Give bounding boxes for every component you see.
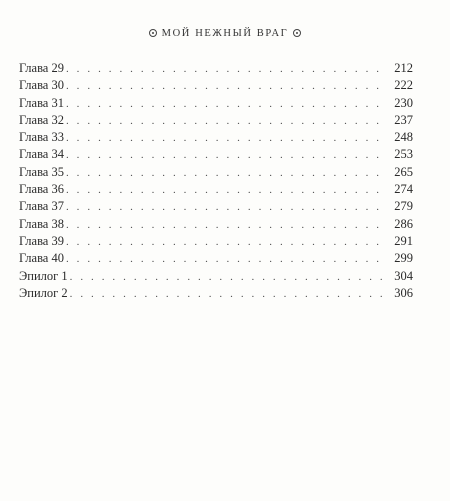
dot-leader	[66, 251, 387, 268]
toc-entry-title: Глава 33	[19, 130, 64, 145]
ornament-icon	[293, 29, 301, 37]
toc-entry[interactable]	[19, 285, 413, 302]
toc-entry-title: Глава 34	[19, 147, 64, 162]
toc-entry-page: 306	[394, 285, 413, 300]
toc-entry[interactable]	[19, 198, 413, 215]
running-header	[0, 27, 450, 41]
toc-entry-page: 286	[394, 216, 413, 231]
toc-entry[interactable]	[19, 164, 413, 181]
toc-entry[interactable]	[19, 233, 413, 250]
dot-leader	[66, 61, 387, 78]
toc-entry-title: Глава 38	[19, 216, 64, 231]
toc-entry[interactable]	[19, 129, 413, 146]
dot-leader	[66, 147, 387, 164]
toc-entry-title: Эпилог 1	[19, 268, 68, 283]
dot-leader	[66, 165, 387, 182]
dot-leader	[66, 234, 387, 251]
toc-entry-page: 304	[394, 268, 413, 283]
toc-entry[interactable]	[19, 250, 413, 267]
toc-entry-title: Глава 40	[19, 251, 64, 266]
toc-entry-page: 299	[394, 251, 413, 266]
book-title: МОЙ НЕЖНЫЙ ВРАГ	[161, 28, 289, 39]
toc-entry-page: 279	[394, 199, 413, 214]
toc-entry[interactable]	[19, 95, 413, 112]
toc-entry-page: 274	[394, 182, 413, 197]
toc-entry[interactable]	[19, 216, 413, 233]
toc-entry-page: 230	[394, 95, 413, 110]
dot-leader	[66, 78, 387, 95]
dot-leader	[66, 182, 387, 199]
toc-entry-title: Глава 29	[19, 61, 64, 75]
toc-entry[interactable]	[19, 112, 413, 129]
toc-entry[interactable]	[19, 60, 413, 77]
toc-entry-page: 222	[394, 78, 413, 93]
dot-leader	[66, 130, 387, 147]
toc-entry-page: 212	[394, 61, 413, 75]
toc-entry-title: Глава 39	[19, 233, 64, 248]
table-of-contents	[19, 60, 413, 302]
dot-leader	[70, 269, 387, 286]
dot-leader	[66, 199, 387, 216]
toc-entry-title: Глава 35	[19, 164, 64, 179]
toc-entry-page: 253	[394, 147, 413, 162]
toc-entry[interactable]	[19, 146, 413, 163]
dot-leader	[66, 113, 387, 130]
toc-entry-page: 248	[394, 130, 413, 145]
toc-entry-title: Глава 32	[19, 112, 64, 127]
toc-entry-page: 265	[394, 164, 413, 179]
toc-entry-title: Глава 37	[19, 199, 64, 214]
toc-entry[interactable]	[19, 181, 413, 198]
toc-entry-title: Глава 31	[19, 95, 64, 110]
toc-entry-title: Глава 36	[19, 182, 64, 197]
ornament-icon	[149, 29, 157, 37]
dot-leader	[70, 286, 387, 303]
dot-leader	[66, 217, 387, 234]
toc-entry-title: Глава 30	[19, 78, 64, 93]
toc-entry-page: 291	[394, 233, 413, 248]
dot-leader	[66, 96, 387, 113]
toc-entry-page: 237	[394, 112, 413, 127]
toc-entry-title: Эпилог 2	[19, 285, 68, 300]
toc-entry[interactable]	[19, 77, 413, 94]
toc-entry[interactable]	[19, 268, 413, 285]
